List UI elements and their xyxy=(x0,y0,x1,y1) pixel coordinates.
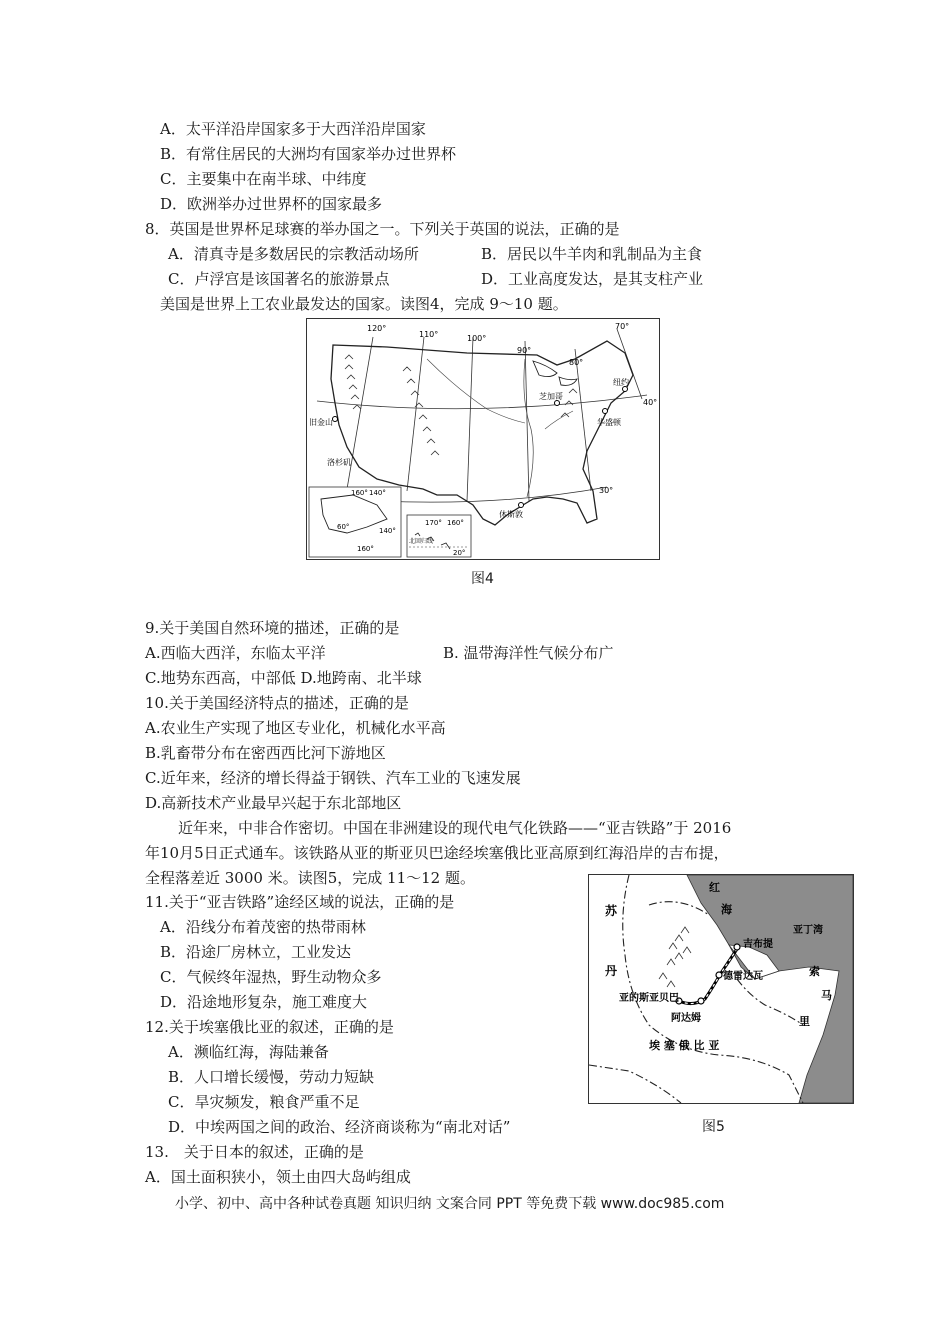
ohio-river xyxy=(545,411,573,429)
label-somalia-1: 索 xyxy=(809,965,820,978)
q11-option-a: A．沿线分布着茂密的热带雨林 xyxy=(160,918,366,936)
q9-option-a: A.西临大西洋，东临太平洋 xyxy=(145,644,326,662)
q8-stem: 8．英国是世界杯足球赛的举办国之一。下列关于英国的说法，正确的是 xyxy=(145,220,620,238)
q10-option-d: D.高新技术产业最早兴起于东北部地区 xyxy=(145,794,402,812)
city-label-losangeles: 洛杉矶 xyxy=(327,458,351,467)
q9-option-b: B. 温带海洋性气候分布广 xyxy=(443,644,614,662)
lat-label-30: 30° xyxy=(599,486,614,495)
figure-4-caption: 图4 xyxy=(471,571,494,587)
ethiopia-highlands xyxy=(659,927,691,987)
q7-option-c: C．主要集中在南半球、中纬度 xyxy=(160,170,367,188)
inset-label-160b: 160° xyxy=(357,545,374,553)
q10-stem: 10.关于美国经济特点的描述，正确的是 xyxy=(145,694,409,712)
ethiopia-border-north xyxy=(649,902,709,915)
djibouti-marker xyxy=(734,944,740,950)
ethiopia-border-south xyxy=(589,1065,681,1103)
q7-option-d: D．欧洲举办过世界杯的国家最多 xyxy=(160,195,383,213)
city-label-houston: 休斯敦 xyxy=(499,510,523,519)
inset-label-160a: 160° xyxy=(351,489,368,497)
label-somalia-3: 里 xyxy=(799,1015,810,1028)
great-lakes-east xyxy=(559,377,577,385)
longitude-110-line xyxy=(407,337,424,491)
page-footer: 小学、初中、高中各种试卷真题 知识归纳 文案合同 PPT 等免费下载 www.doc985.com xyxy=(175,1196,725,1212)
inset-label-20: 20° xyxy=(453,549,466,557)
q13-option-a: A．国土面积狭小，领土由四大岛屿组成 xyxy=(145,1168,411,1186)
city-label-washington: 华盛顿 xyxy=(597,418,621,427)
intro-11-12-line2: 年10月5日正式通车。该铁路从亚的斯亚贝巴途经埃塞俄比亚高原到红海沿岸的吉布提， xyxy=(145,844,729,862)
inset-label-170: 170° xyxy=(425,519,442,527)
inset-label-140b: 140° xyxy=(379,527,396,535)
q12-option-d: D．中埃两国之间的政治、经济商谈称为“南北对话” xyxy=(168,1118,511,1136)
label-gulf-aden: 亚丁湾 xyxy=(793,925,823,936)
intro-11-12-line1: 近年来，中非合作密切。中国在非洲建设的现代电气化铁路——“亚吉铁路”于 2016 xyxy=(178,819,732,837)
label-sudan-2: 丹 xyxy=(605,964,618,978)
label-adama: 阿达姆 xyxy=(671,1013,701,1024)
q7-option-a: A．太平洋沿岸国家多于大西洋沿岸国家 xyxy=(160,120,426,138)
city-label-chicago: 芝加哥 xyxy=(539,392,563,401)
q10-option-b: B.乳畜带分布在密西西比河下游地区 xyxy=(145,744,386,762)
lat-label-40: 40° xyxy=(643,398,658,407)
q9-stem: 9.关于美国自然环境的描述，正确的是 xyxy=(145,619,400,637)
lon-label-100: 100° xyxy=(467,334,487,343)
label-ethiopia: 埃 塞 俄 比 亚 xyxy=(649,1039,720,1052)
city-label-sanfrancisco: 旧金山 xyxy=(309,418,333,427)
q11-stem: 11.关于“亚吉铁路”途经区域的说法，正确的是 xyxy=(145,893,455,911)
adama-marker xyxy=(698,998,704,1004)
intro-11-12-line3: 全程落差近 3000 米。读图5，完成 11～12 题。 xyxy=(145,869,475,887)
label-somalia-2: 马 xyxy=(821,989,832,1002)
rocky-mountains xyxy=(345,355,577,455)
diredawa-marker xyxy=(716,972,722,978)
usa-map-svg xyxy=(307,319,659,559)
label-sudan-1: 苏 xyxy=(605,904,618,918)
q10-option-c: C.近年来，经济的增长得益于钢铁、汽车工业的飞速发展 xyxy=(145,769,521,787)
q8-option-c: C．卢浮宫是该国著名的旅游景点 xyxy=(168,270,390,288)
city-marker-chicago xyxy=(555,401,560,406)
label-redsea-2: 海 xyxy=(721,903,732,916)
lon-label-110: 110° xyxy=(419,330,439,339)
latitude-40-line xyxy=(317,395,647,409)
q8-option-a: A．清真寺是多数居民的宗教活动场所 xyxy=(168,245,419,263)
city-label-newyork: 纽约 xyxy=(613,378,629,387)
figure-5-ethiopia-map xyxy=(588,874,854,1104)
intro-9-10: 美国是世界上工农业最发达的国家。读图4，完成 9～10 题。 xyxy=(160,295,568,313)
label-addis: 亚的斯亚贝巴 xyxy=(619,993,679,1004)
q11-option-d: D．沿途地形复杂，施工难度大 xyxy=(160,993,368,1011)
q8-option-d: D．工业高度发达，是其支柱产业 xyxy=(481,270,704,288)
q11-option-c: C．气候终年湿热，野生动物众多 xyxy=(160,968,382,986)
inset-label-160c: 160° xyxy=(447,519,464,527)
ethiopia-border-east xyxy=(737,979,803,1025)
lon-label-120: 120° xyxy=(367,324,387,333)
q13-stem: 13. 关于日本的叙述，正确的是 xyxy=(145,1143,364,1161)
lon-label-90: 90° xyxy=(517,346,532,355)
q12-stem: 12.关于埃塞俄比亚的叙述，正确的是 xyxy=(145,1018,394,1036)
city-marker-houston xyxy=(519,503,524,508)
figure-4-usa-map xyxy=(306,318,660,560)
q11-option-b: B．沿途厂房林立，工业发达 xyxy=(160,943,352,961)
label-redsea-1: 红 xyxy=(709,881,720,894)
alaska-inset xyxy=(309,487,401,557)
q8-option-b: B．居民以牛羊肉和乳制品为主食 xyxy=(481,245,703,263)
city-marker-washington xyxy=(603,409,608,414)
q12-option-b: B．人口增长缓慢，劳动力短缺 xyxy=(168,1068,375,1086)
label-djibouti: 吉布提 xyxy=(743,939,773,950)
missouri-river xyxy=(427,359,525,423)
label-diredawa: 德雷达瓦 xyxy=(723,971,763,982)
figure-5-caption: 图5 xyxy=(702,1119,725,1135)
lon-label-80: 80° xyxy=(569,358,584,367)
inset-label-140a: 140° xyxy=(369,489,386,497)
q12-option-a: A．濒临红海，海陆兼备 xyxy=(168,1043,329,1061)
longitude-100-line xyxy=(467,337,473,501)
q12-option-c: C．旱灾频发，粮食严重不足 xyxy=(168,1093,360,1111)
city-marker-sanfrancisco xyxy=(333,417,338,422)
inset-label-60: 60° xyxy=(337,523,350,531)
lon-label-70: 70° xyxy=(615,322,630,331)
city-marker-newyork xyxy=(623,387,628,392)
q9-option-cd: C.地势东西高，中部低 D.地跨南、北半球 xyxy=(145,669,422,687)
q7-option-b: B．有常住居民的大洲均有国家举办过世界杯 xyxy=(160,145,457,163)
q10-option-a: A.农业生产实现了地区专业化，机械化水平高 xyxy=(145,719,446,737)
inset-label-tropic: 北回归线 xyxy=(409,538,434,545)
ethiopia-map-svg xyxy=(589,875,853,1103)
